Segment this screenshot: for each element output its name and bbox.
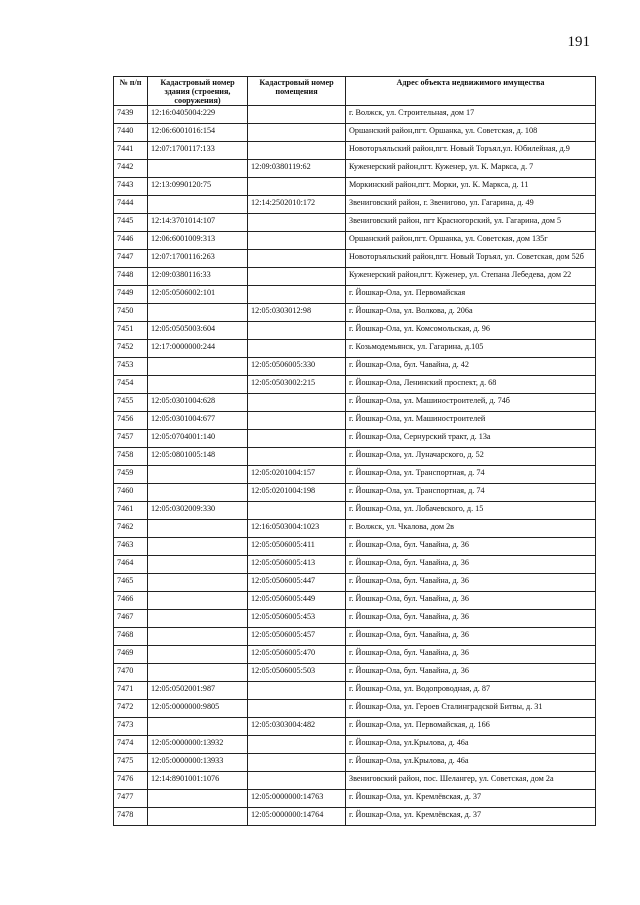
building-cadastral-number: 12:17:0000000:244 — [148, 340, 248, 358]
row-number: 7444 — [114, 196, 148, 214]
building-cadastral-number: 12:07:1700116:263 — [148, 250, 248, 268]
premise-cadastral-number: 12:05:0506005:411 — [248, 538, 346, 556]
header-row — [114, 77, 596, 106]
premise-cadastral-number — [248, 268, 346, 286]
row-number: 7470 — [114, 664, 148, 682]
building-cadastral-number: 12:05:0704001:140 — [148, 430, 248, 448]
premise-cadastral-number — [248, 682, 346, 700]
premise-cadastral-number — [248, 502, 346, 520]
object-address: Звениговский район, пос. Шелангер, ул. Советская, дом 2а — [346, 772, 596, 790]
row-number: 7439 — [114, 106, 148, 124]
building-cadastral-number: 12:05:0000000:13933 — [148, 754, 248, 772]
object-address: г. Йошкар-Ола, ул. Транспортная, д. 74 — [346, 484, 596, 502]
premise-cadastral-number — [248, 214, 346, 232]
object-address: г. Йошкар-Ола, ул. Первомайская, д. 166 — [346, 718, 596, 736]
building-cadastral-number — [148, 610, 248, 628]
object-address: Моркинский район,пгт. Морки, ул. К. Маркса, д. 11 — [346, 178, 596, 196]
table-row — [114, 358, 596, 376]
building-cadastral-number — [148, 718, 248, 736]
object-address: Куженерский район,пгт. Куженер, ул. К. Маркса, д. 7 — [346, 160, 596, 178]
building-cadastral-number — [148, 466, 248, 484]
building-cadastral-number: 12:13:0990120:75 — [148, 178, 248, 196]
premise-cadastral-number: 12:05:0000000:14763 — [248, 790, 346, 808]
premise-cadastral-number — [248, 286, 346, 304]
premise-cadastral-number — [248, 700, 346, 718]
row-number: 7457 — [114, 430, 148, 448]
object-address: г. Йошкар-Ола, бул. Чавайна, д. 36 — [346, 592, 596, 610]
building-cadastral-number: 12:05:0000000:13932 — [148, 736, 248, 754]
table-row — [114, 232, 596, 250]
building-cadastral-number — [148, 574, 248, 592]
object-address: г. Йошкар-Ола, бул. Чавайна, д. 36 — [346, 574, 596, 592]
row-number: 7449 — [114, 286, 148, 304]
premise-cadastral-number — [248, 430, 346, 448]
building-cadastral-number: 12:06:6001009:313 — [148, 232, 248, 250]
row-number: 7448 — [114, 268, 148, 286]
row-number: 7441 — [114, 142, 148, 160]
building-cadastral-number — [148, 592, 248, 610]
table-row — [114, 214, 596, 232]
row-number: 7472 — [114, 700, 148, 718]
table-row — [114, 718, 596, 736]
object-address: г. Волжск, ул. Чкалова, дом 2в — [346, 520, 596, 538]
object-address: г. Йошкар-Ола, ул. Кремлёвская, д. 37 — [346, 808, 596, 826]
premise-cadastral-number: 12:05:0201004:157 — [248, 466, 346, 484]
row-number: 7466 — [114, 592, 148, 610]
object-address: Оршанский район,пгт. Оршанка, ул. Советская, дом 135г — [346, 232, 596, 250]
object-address: г. Йошкар-Ола, бул. Чавайна, д. 42 — [346, 358, 596, 376]
row-number: 7440 — [114, 124, 148, 142]
building-cadastral-number — [148, 664, 248, 682]
object-address: г. Йошкар-Ола, ул. Героев Сталинградской Битвы, д. 31 — [346, 700, 596, 718]
object-address: г. Йошкар-Ола, ул. Транспортная, д. 74 — [346, 466, 596, 484]
object-address: г. Йошкар-Ола, ул. Лобачевского, д. 15 — [346, 502, 596, 520]
premise-cadastral-number: 12:16:0503004:1023 — [248, 520, 346, 538]
row-number: 7463 — [114, 538, 148, 556]
premise-cadastral-number — [248, 754, 346, 772]
table-row — [114, 610, 596, 628]
object-address: г. Йошкар-Ола, ул. Волкова, д. 206а — [346, 304, 596, 322]
building-cadastral-number — [148, 790, 248, 808]
table-row — [114, 340, 596, 358]
row-number: 7465 — [114, 574, 148, 592]
object-address: г. Йошкар-Ола, ул. Водопроводная, д. 87 — [346, 682, 596, 700]
row-number: 7458 — [114, 448, 148, 466]
table-row — [114, 250, 596, 268]
object-address: г. Йошкар-Ола, ул.Крылова, д. 46а — [346, 754, 596, 772]
building-cadastral-number — [148, 520, 248, 538]
object-address: г. Йошкар-Ола, Сернурский тракт, д. 13а — [346, 430, 596, 448]
building-cadastral-number — [148, 538, 248, 556]
object-address: г. Йошкар-Ола, бул. Чавайна, д. 36 — [346, 664, 596, 682]
row-number: 7464 — [114, 556, 148, 574]
object-address: г. Йошкар-Ола, бул. Чавайна, д. 36 — [346, 556, 596, 574]
premise-cadastral-number: 12:05:0506005:449 — [248, 592, 346, 610]
row-number: 7455 — [114, 394, 148, 412]
object-address: г. Йошкар-Ола, ул. Машиностроителей — [346, 412, 596, 430]
registry-table-header — [114, 77, 596, 106]
table-row — [114, 790, 596, 808]
page-number: 191 — [567, 34, 590, 50]
row-number: 7461 — [114, 502, 148, 520]
building-cadastral-number: 12:05:0506002:101 — [148, 286, 248, 304]
premise-cadastral-number — [248, 412, 346, 430]
premise-cadastral-number — [248, 142, 346, 160]
building-cadastral-number — [148, 196, 248, 214]
table-row — [114, 430, 596, 448]
header-address: Адрес объекта недвижимого имущества — [346, 77, 596, 106]
table-row — [114, 556, 596, 574]
premise-cadastral-number — [248, 736, 346, 754]
table-row — [114, 628, 596, 646]
row-number: 7467 — [114, 610, 148, 628]
building-cadastral-number — [148, 556, 248, 574]
building-cadastral-number — [148, 808, 248, 826]
premise-cadastral-number: 12:05:0506005:457 — [248, 628, 346, 646]
premise-cadastral-number — [248, 124, 346, 142]
table-row — [114, 268, 596, 286]
row-number: 7462 — [114, 520, 148, 538]
table-row — [114, 754, 596, 772]
premise-cadastral-number: 12:05:0303004:482 — [248, 718, 346, 736]
table-row — [114, 178, 596, 196]
premise-cadastral-number: 12:05:0506005:413 — [248, 556, 346, 574]
table-row — [114, 808, 596, 826]
table-row — [114, 592, 596, 610]
table-row — [114, 142, 596, 160]
row-number: 7475 — [114, 754, 148, 772]
premise-cadastral-number — [248, 448, 346, 466]
object-address: г. Йошкар-Ола, бул. Чавайна, д. 36 — [346, 538, 596, 556]
building-cadastral-number: 12:05:0301004:677 — [148, 412, 248, 430]
premise-cadastral-number: 12:05:0303012:98 — [248, 304, 346, 322]
premise-cadastral-number: 12:05:0506005:453 — [248, 610, 346, 628]
row-number: 7476 — [114, 772, 148, 790]
row-number: 7445 — [114, 214, 148, 232]
header-premise-cadastral: Кадастровый номер помещения — [248, 77, 346, 106]
building-cadastral-number: 12:07:1700117:133 — [148, 142, 248, 160]
premise-cadastral-number — [248, 772, 346, 790]
building-cadastral-number: 12:06:6001016:154 — [148, 124, 248, 142]
row-number: 7447 — [114, 250, 148, 268]
premise-cadastral-number — [248, 106, 346, 124]
row-number: 7478 — [114, 808, 148, 826]
table-row — [114, 196, 596, 214]
object-address: г. Волжск, ул. Строительная, дом 17 — [346, 106, 596, 124]
building-cadastral-number: 12:05:0505003:604 — [148, 322, 248, 340]
building-cadastral-number: 12:05:0000000:9805 — [148, 700, 248, 718]
premise-cadastral-number — [248, 178, 346, 196]
row-number: 7477 — [114, 790, 148, 808]
table-row — [114, 520, 596, 538]
building-cadastral-number: 12:05:0801005:148 — [148, 448, 248, 466]
row-number: 7443 — [114, 178, 148, 196]
row-number: 7468 — [114, 628, 148, 646]
building-cadastral-number — [148, 646, 248, 664]
row-number: 7442 — [114, 160, 148, 178]
object-address: Новоторъяльский район,пгт. Новый Торъял,ул. Юбилейная, д.9 — [346, 142, 596, 160]
table-row — [114, 502, 596, 520]
object-address: г. Йошкар-Ола, ул. Машиностроителей, д. 74б — [346, 394, 596, 412]
object-address: г. Йошкар-Ола, бул. Чавайна, д. 36 — [346, 628, 596, 646]
object-address: Звениговский район, г. Звенигово, ул. Гагарина, д. 49 — [346, 196, 596, 214]
object-address: г. Йошкар-Ола, ул. Первомайская — [346, 286, 596, 304]
premise-cadastral-number: 12:05:0506005:470 — [248, 646, 346, 664]
table-row — [114, 376, 596, 394]
object-address: г. Йошкар-Ола, бул. Чавайна, д. 36 — [346, 610, 596, 628]
building-cadastral-number: 12:09:0380116:33 — [148, 268, 248, 286]
object-address: г. Йошкар-Ола, ул. Кремлёвская, д. 37 — [346, 790, 596, 808]
building-cadastral-number — [148, 628, 248, 646]
object-address: г. Йошкар-Ола, ул. Комсомольская, д. 96 — [346, 322, 596, 340]
premise-cadastral-number — [248, 394, 346, 412]
table-row — [114, 304, 596, 322]
table-row — [114, 574, 596, 592]
row-number: 7454 — [114, 376, 148, 394]
building-cadastral-number — [148, 484, 248, 502]
registry-table-body — [114, 106, 596, 826]
table-row — [114, 484, 596, 502]
header-building-cadastral: Кадастровый номер здания (строения, сооружения) — [148, 77, 248, 106]
table-row — [114, 466, 596, 484]
building-cadastral-number: 12:05:0301004:628 — [148, 394, 248, 412]
building-cadastral-number — [148, 160, 248, 178]
table-row — [114, 412, 596, 430]
premise-cadastral-number: 12:05:0506005:447 — [248, 574, 346, 592]
premise-cadastral-number — [248, 340, 346, 358]
table-row — [114, 322, 596, 340]
premise-cadastral-number — [248, 250, 346, 268]
table-row — [114, 664, 596, 682]
premise-cadastral-number: 12:05:0506005:503 — [248, 664, 346, 682]
table-row — [114, 160, 596, 178]
row-number: 7450 — [114, 304, 148, 322]
premise-cadastral-number: 12:05:0201004:198 — [248, 484, 346, 502]
object-address: г. Йошкар-Ола, бул. Чавайна, д. 36 — [346, 646, 596, 664]
object-address: г. Козьмодемьянск, ул. Гагарина, д.105 — [346, 340, 596, 358]
registry-table — [113, 76, 596, 826]
premise-cadastral-number — [248, 232, 346, 250]
table-row — [114, 286, 596, 304]
row-number: 7460 — [114, 484, 148, 502]
object-address: г. Йошкар-Ола, ул. Луначарского, д. 52 — [346, 448, 596, 466]
object-address: г. Йошкар-Ола, Ленинский проспект, д. 68 — [346, 376, 596, 394]
object-address: Новоторъяльский район,пгт. Новый Торъял, ул. Советская, дом 52б — [346, 250, 596, 268]
table-row — [114, 394, 596, 412]
table-row — [114, 106, 596, 124]
table-row — [114, 124, 596, 142]
row-number: 7474 — [114, 736, 148, 754]
building-cadastral-number — [148, 358, 248, 376]
header-number: № п/п — [114, 77, 148, 106]
building-cadastral-number: 12:16:0405004:229 — [148, 106, 248, 124]
row-number: 7469 — [114, 646, 148, 664]
table-row — [114, 700, 596, 718]
object-address: Куженерский район,пгт. Куженер, ул. Степана Лебедева, дом 22 — [346, 268, 596, 286]
premise-cadastral-number: 12:05:0503002:215 — [248, 376, 346, 394]
building-cadastral-number — [148, 376, 248, 394]
premise-cadastral-number: 12:05:0000000:14764 — [248, 808, 346, 826]
building-cadastral-number: 12:14:8901001:1076 — [148, 772, 248, 790]
row-number: 7446 — [114, 232, 148, 250]
object-address: Звениговский район, пгт Красногорский, ул. Гагарина, дом 5 — [346, 214, 596, 232]
table-row — [114, 646, 596, 664]
row-number: 7471 — [114, 682, 148, 700]
premise-cadastral-number: 12:14:2502010:172 — [248, 196, 346, 214]
table-row — [114, 538, 596, 556]
row-number: 7459 — [114, 466, 148, 484]
premise-cadastral-number: 12:09:0380119:62 — [248, 160, 346, 178]
row-number: 7451 — [114, 322, 148, 340]
table-row — [114, 448, 596, 466]
building-cadastral-number: 12:14:3701014:107 — [148, 214, 248, 232]
table-row — [114, 772, 596, 790]
row-number: 7456 — [114, 412, 148, 430]
building-cadastral-number: 12:05:0302009:330 — [148, 502, 248, 520]
premise-cadastral-number — [248, 322, 346, 340]
object-address: г. Йошкар-Ола, ул.Крылова, д. 46а — [346, 736, 596, 754]
building-cadastral-number — [148, 304, 248, 322]
building-cadastral-number: 12:05:0502001:987 — [148, 682, 248, 700]
object-address: Оршанский район,пгт. Оршанка, ул. Советская, д. 108 — [346, 124, 596, 142]
row-number: 7453 — [114, 358, 148, 376]
row-number: 7473 — [114, 718, 148, 736]
table-row — [114, 682, 596, 700]
premise-cadastral-number: 12:05:0506005:330 — [248, 358, 346, 376]
row-number: 7452 — [114, 340, 148, 358]
table-row — [114, 736, 596, 754]
